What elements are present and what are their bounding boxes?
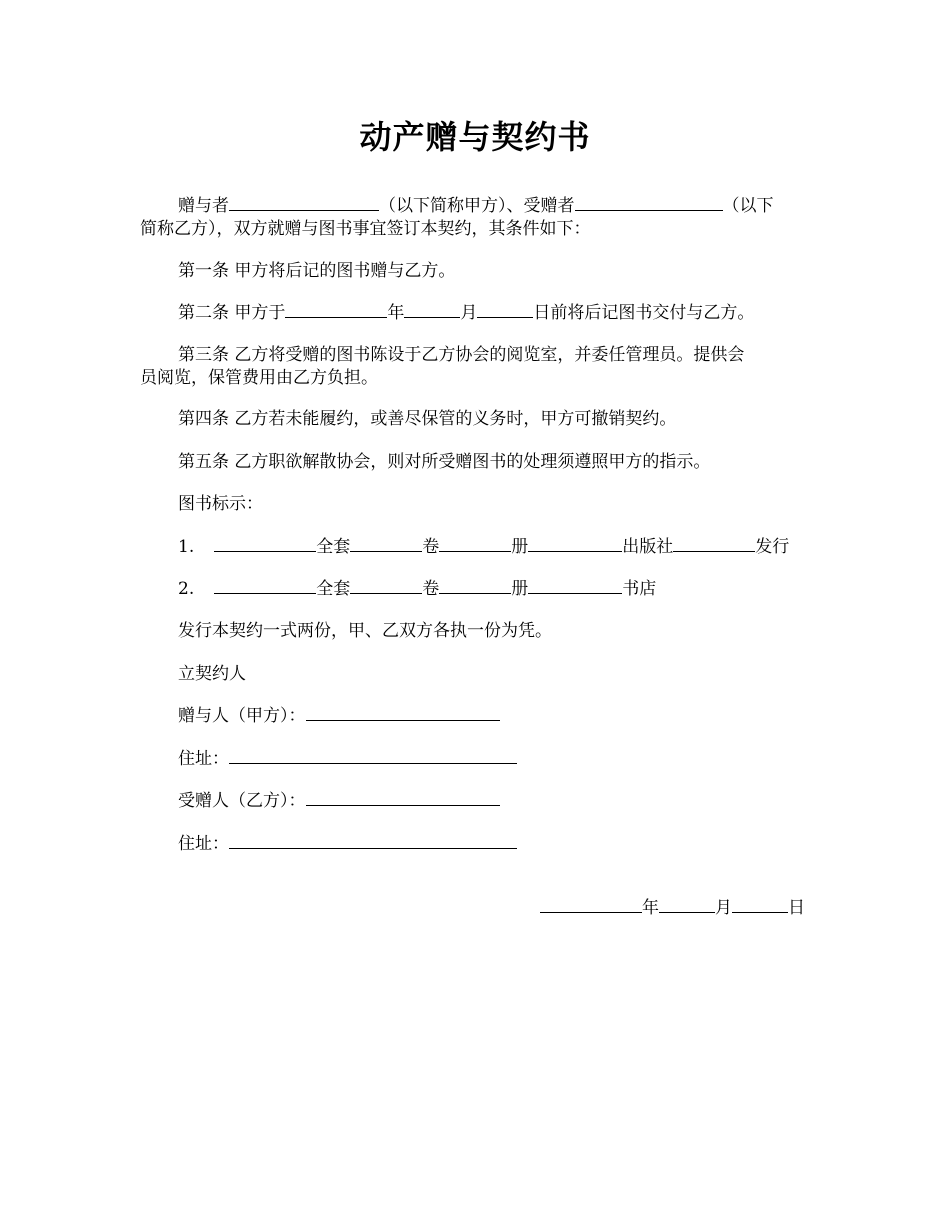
book-item-1 [178,536,789,559]
article-4: 第四条 乙方若未能履约，或善尽保管的义务时，甲方可撤销契约。 [178,409,677,429]
article-3-line-2: 员阅览，保管费用由乙方负担。 [140,368,378,388]
donor-address-blank[interactable] [229,748,517,764]
book-2-number: 2. [178,579,195,599]
signing-month-blank[interactable] [659,897,715,913]
book-1-publisher-blank[interactable] [528,536,622,552]
donee-address-line [178,833,517,856]
book-1-copies-label: 册 [511,537,529,557]
article-1: 第一条 甲方将后记的图书赠与乙方。 [178,261,456,281]
book-1-issue-blank[interactable] [673,536,755,552]
book-1-volume-label: 卷 [422,537,440,557]
donor-blank[interactable] [229,195,379,211]
donee-note: （以下 [722,196,774,216]
book-1-number: 1. [178,537,195,557]
donor-address-label: 住址： [178,749,229,769]
book-1-volume-blank[interactable] [439,536,511,552]
book-1-set-label: 全套 [316,537,351,557]
donor-address-line [178,748,517,771]
article-3-line-1: 第三条 乙方将受赠的图书陈设于乙方协会的阅览室，并委任管理员。提供会 [178,345,745,365]
book-1-set-blank[interactable] [350,536,422,552]
donor-note: （以下简称甲方）、受赠者 [379,196,575,216]
delivery-year-blank[interactable] [285,302,387,318]
article-2 [178,302,754,325]
signing-month-label: 月 [715,898,732,918]
donor-signature-label: 赠与人（甲方）： [178,706,306,726]
book-2-store-blank[interactable] [528,578,622,594]
book-2-copies-label: 册 [511,579,529,599]
donee-signature-line [178,790,500,813]
signing-day-label: 日 [788,898,805,918]
delivery-month-blank[interactable] [404,302,460,318]
book-2-volume-label: 卷 [422,579,440,599]
article-2-prefix: 第二条 甲方于 [178,303,286,323]
article-5: 第五条 乙方职欲解散协会，则对所受赠图书的处理须遵照甲方的指示。 [178,452,711,472]
donee-signature-blank[interactable] [306,790,500,806]
donee-address-label: 住址： [178,834,229,854]
book-2-title-blank[interactable] [214,578,316,594]
donor-label: 赠与者 [178,196,229,216]
signing-day-blank[interactable] [732,897,788,913]
signing-year-label: 年 [642,898,659,918]
year-label: 年 [387,303,405,323]
book-2-set-label: 全套 [316,579,351,599]
book-2-set-blank[interactable] [350,578,422,594]
intro-paragraph [140,195,810,218]
donee-signature-label: 受赠人（乙方）： [178,791,306,811]
signing-date [540,897,805,920]
book-1-issue-label: 发行 [755,537,790,557]
donor-signature-line [178,705,500,728]
donee-address-blank[interactable] [229,833,517,849]
book-2-volume-blank[interactable] [439,578,511,594]
signatories-heading: 立契约人 [178,664,246,684]
book-item-2 [178,578,656,601]
document-title: 动产赠与契约书 [359,118,591,156]
books-heading: 图书标示： [178,494,263,514]
article-2-suffix: 日前将后记图书交付与乙方。 [533,303,755,323]
donee-blank[interactable] [575,195,723,211]
intro-line-2: 简称乙方），双方就赠与图书事宜签订本契约，其条件如下： [140,219,591,239]
book-2-store-label: 书店 [622,579,657,599]
signing-year-blank[interactable] [540,897,642,913]
month-label: 月 [460,303,478,323]
book-1-publisher-label: 出版社 [622,537,674,557]
closing-statement: 发行本契约一式两份，甲、乙双方各执一份为凭。 [178,621,552,641]
delivery-day-blank[interactable] [477,302,533,318]
book-1-title-blank[interactable] [214,536,316,552]
donor-signature-blank[interactable] [306,705,500,721]
